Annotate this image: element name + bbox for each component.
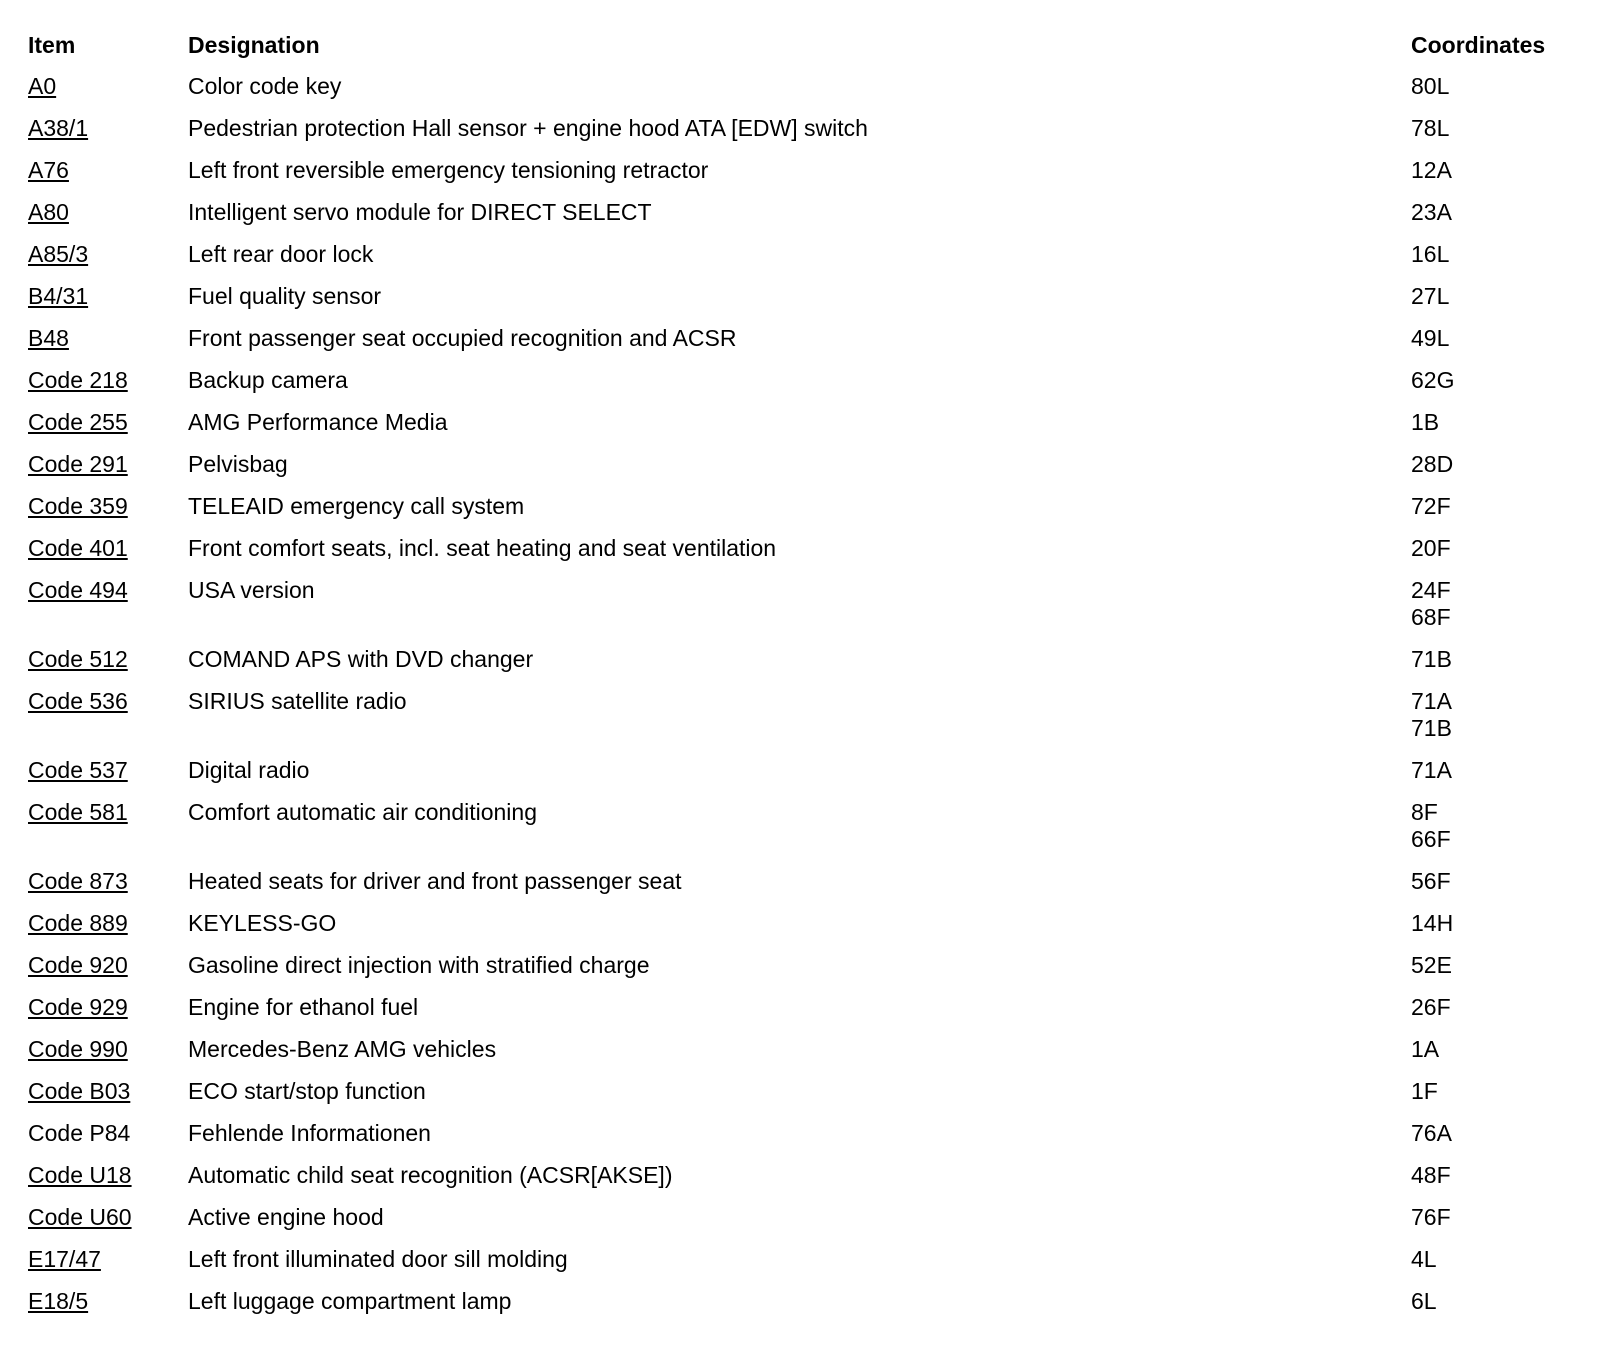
designation-cell: Pelvisbag: [188, 451, 288, 477]
item-cell: [28, 234, 188, 276]
table-row: [28, 681, 1573, 750]
item-link[interactable]: A38/1: [28, 115, 89, 141]
item-link[interactable]: Code 255: [28, 409, 128, 435]
coordinates-cell: [1411, 570, 1573, 639]
coordinate-value: 1A: [1411, 1036, 1440, 1062]
table-row: [28, 1071, 1573, 1113]
coordinate-value: 71A: [1411, 757, 1452, 783]
coordinate-value: 28D: [1411, 451, 1454, 477]
table-row: [28, 861, 1573, 903]
item-cell: [28, 66, 188, 108]
coordinate-value: 80L: [1411, 73, 1450, 99]
coordinates-cell: [1411, 750, 1573, 792]
designation-cell: Automatic child seat recognition (ACSR[AKSE]): [188, 1162, 673, 1188]
table-row: [28, 360, 1573, 402]
item-link[interactable]: Code 581: [28, 799, 128, 825]
item-cell: [28, 276, 188, 318]
item-cell: [28, 192, 188, 234]
coordinate-value: 76F: [1411, 1204, 1451, 1230]
coordinates-cell: [1411, 234, 1573, 276]
coordinates-cell: [1411, 150, 1573, 192]
designation-cell: Digital radio: [188, 757, 310, 783]
item-link[interactable]: Code 889: [28, 910, 128, 936]
item-label: Code P84: [28, 1120, 131, 1146]
item-cell: [28, 639, 188, 681]
coordinates-cell: [1411, 360, 1573, 402]
coordinate-value: 1F: [1411, 1078, 1438, 1104]
coordinates-cell: [1411, 1113, 1573, 1155]
item-cell: [28, 528, 188, 570]
coordinate-value: 14H: [1411, 910, 1454, 936]
designation-cell: Left luggage compartment lamp: [188, 1288, 512, 1314]
item-link[interactable]: B48: [28, 325, 69, 351]
coordinate-value: 4L: [1411, 1246, 1437, 1272]
coordinates-cell: [1411, 1281, 1573, 1323]
item-link[interactable]: A0: [28, 73, 57, 99]
table-row: [28, 903, 1573, 945]
item-link[interactable]: Code 537: [28, 757, 128, 783]
designation-cell: USA version: [188, 577, 315, 603]
item-cell: [28, 750, 188, 792]
designation-cell: Fuel quality sensor: [188, 283, 382, 309]
item-link[interactable]: Code B03: [28, 1078, 131, 1104]
designation-cell: Pedestrian protection Hall sensor + engine hood ATA [EDW] switch: [188, 115, 868, 141]
coordinate-value: 24F: [1411, 577, 1451, 603]
table-row: [28, 792, 1573, 861]
table-row: [28, 1197, 1573, 1239]
coordinates-cell: [1411, 108, 1573, 150]
coordinate-value: 76A: [1411, 1120, 1452, 1146]
header-coordinates: Coordinates: [1411, 31, 1546, 58]
table-row: [28, 234, 1573, 276]
coordinate-value: 72F: [1411, 493, 1451, 519]
item-link[interactable]: Code 920: [28, 952, 128, 978]
coordinate-value: 26F: [1411, 994, 1451, 1020]
coordinate-value: 1B: [1411, 409, 1440, 435]
coordinate-value: 49L: [1411, 325, 1450, 351]
designation-cell: Fehlende Informationen: [188, 1120, 431, 1146]
coordinate-value: 71B: [1411, 715, 1452, 741]
designation-cell: Left front illuminated door sill molding: [188, 1246, 568, 1272]
coordinate-value: 62G: [1411, 367, 1455, 393]
table-row: [28, 528, 1573, 570]
item-link[interactable]: B4/31: [28, 283, 89, 309]
table-row: [28, 570, 1573, 639]
coordinates-cell: [1411, 192, 1573, 234]
coordinates-cell: [1411, 486, 1573, 528]
item-cell: [28, 1155, 188, 1197]
table-row: [28, 66, 1573, 108]
coordinate-value: 71A: [1411, 688, 1452, 714]
coordinate-value: 48F: [1411, 1162, 1451, 1188]
header-row: [28, 24, 1573, 66]
item-link[interactable]: Code 494: [28, 577, 128, 603]
designation-cell: Gasoline direct injection with stratified charge: [188, 952, 650, 978]
coordinates-cell: [1411, 528, 1573, 570]
item-link[interactable]: A76: [28, 157, 69, 183]
item-cell: [28, 1197, 188, 1239]
designation-cell: Heated seats for driver and front passenger seat: [188, 868, 682, 894]
item-cell: [28, 108, 188, 150]
item-link[interactable]: Code 218: [28, 367, 128, 393]
coordinate-value: 56F: [1411, 868, 1451, 894]
item-cell: [28, 792, 188, 861]
designation-cell: Front passenger seat occupied recognition and ACSR: [188, 325, 737, 351]
coordinates-cell: [1411, 639, 1573, 681]
coordinates-cell: [1411, 402, 1573, 444]
coordinate-value: 6L: [1411, 1288, 1437, 1314]
item-link[interactable]: Code U18: [28, 1162, 132, 1188]
item-cell: [28, 360, 188, 402]
item-cell: [28, 570, 188, 639]
item-cell: [28, 1239, 188, 1281]
legend-table-header: [28, 24, 1573, 66]
designation-cell: Color code key: [188, 73, 342, 99]
item-link[interactable]: A80: [28, 199, 69, 225]
item-cell: [28, 1071, 188, 1113]
coordinate-value: 16L: [1411, 241, 1450, 267]
table-row: [28, 945, 1573, 987]
item-link[interactable]: Code 359: [28, 493, 128, 519]
coordinates-cell: [1411, 1239, 1573, 1281]
designation-cell: Intelligent servo module for DIRECT SELECT: [188, 199, 652, 225]
table-row: [28, 444, 1573, 486]
item-link[interactable]: Code 873: [28, 868, 128, 894]
coordinate-value: 8F: [1411, 799, 1438, 825]
table-row: [28, 639, 1573, 681]
item-cell: [28, 318, 188, 360]
item-cell: [28, 150, 188, 192]
item-cell: [28, 402, 188, 444]
coordinate-value: 23A: [1411, 199, 1452, 225]
table-row: [28, 402, 1573, 444]
item-cell: [28, 903, 188, 945]
designation-cell: AMG Performance Media: [188, 409, 448, 435]
designation-cell: KEYLESS-GO: [188, 910, 337, 936]
table-row: [28, 1113, 1573, 1155]
table-row: [28, 108, 1573, 150]
coordinates-cell: [1411, 792, 1573, 861]
coordinates-cell: [1411, 987, 1573, 1029]
header-item: Item: [28, 31, 76, 58]
legend-table: [28, 24, 1573, 1323]
item-link[interactable]: Code 401: [28, 535, 128, 561]
table-row: [28, 486, 1573, 528]
table-row: [28, 1239, 1573, 1281]
coordinate-value: 52E: [1411, 952, 1452, 978]
coordinates-cell: [1411, 681, 1573, 750]
designation-cell: Engine for ethanol fuel: [188, 994, 419, 1020]
designation-cell: COMAND APS with DVD changer: [188, 646, 534, 672]
table-row: [28, 1281, 1573, 1323]
designation-cell: Front comfort seats, incl. seat heating and seat ventilation: [188, 535, 777, 561]
item-cell: [28, 861, 188, 903]
coordinates-cell: [1411, 444, 1573, 486]
item-link[interactable]: Code 536: [28, 688, 128, 714]
item-cell: [28, 486, 188, 528]
table-row: [28, 750, 1573, 792]
coordinates-cell: [1411, 1155, 1573, 1197]
item-cell: [28, 1029, 188, 1071]
coordinates-cell: [1411, 903, 1573, 945]
item-link[interactable]: Code 929: [28, 994, 128, 1020]
header-designation: Designation: [188, 31, 320, 58]
designation-cell: ECO start/stop function: [188, 1078, 426, 1104]
coordinates-cell: [1411, 276, 1573, 318]
item-link[interactable]: E18/5: [28, 1288, 89, 1314]
designation-cell: Left rear door lock: [188, 241, 374, 267]
item-link[interactable]: A85/3: [28, 241, 89, 267]
item-link[interactable]: Code 990: [28, 1036, 128, 1062]
coordinates-cell: [1411, 861, 1573, 903]
coordinate-value: 27L: [1411, 283, 1450, 309]
item-cell: [28, 681, 188, 750]
item-cell: [28, 1113, 188, 1155]
coordinates-cell: [1411, 318, 1573, 360]
coordinate-value: 12A: [1411, 157, 1452, 183]
coordinate-value: 78L: [1411, 115, 1450, 141]
coordinates-cell: [1411, 1197, 1573, 1239]
table-row: [28, 192, 1573, 234]
designation-cell: SIRIUS satellite radio: [188, 688, 407, 714]
designation-cell: TELEAID emergency call system: [188, 493, 525, 519]
item-cell: [28, 987, 188, 1029]
designation-cell: Left front reversible emergency tensioning retractor: [188, 157, 709, 183]
table-row: [28, 1155, 1573, 1197]
designation-cell: Active engine hood: [188, 1204, 384, 1230]
designation-cell: Mercedes-Benz AMG vehicles: [188, 1036, 497, 1062]
item-cell: [28, 1281, 188, 1323]
item-cell: [28, 444, 188, 486]
table-row: [28, 318, 1573, 360]
coordinate-value: 66F: [1411, 826, 1451, 852]
designation-cell: Backup camera: [188, 367, 348, 393]
coordinates-cell: [1411, 1029, 1573, 1071]
coordinate-value: 20F: [1411, 535, 1451, 561]
item-link[interactable]: Code 291: [28, 451, 128, 477]
coordinate-value: 71B: [1411, 646, 1452, 672]
coordinates-cell: [1411, 66, 1573, 108]
table-row: [28, 150, 1573, 192]
coordinates-cell: [1411, 945, 1573, 987]
coordinates-cell: [1411, 1071, 1573, 1113]
table-row: [28, 276, 1573, 318]
designation-cell: Comfort automatic air conditioning: [188, 799, 537, 825]
item-cell: [28, 945, 188, 987]
item-link[interactable]: E17/47: [28, 1246, 101, 1272]
table-row: [28, 1029, 1573, 1071]
legend-table-body: [28, 66, 1573, 1323]
coordinate-value: 68F: [1411, 604, 1451, 630]
item-link[interactable]: Code 512: [28, 646, 128, 672]
item-link[interactable]: Code U60: [28, 1204, 132, 1230]
table-row: [28, 987, 1573, 1029]
